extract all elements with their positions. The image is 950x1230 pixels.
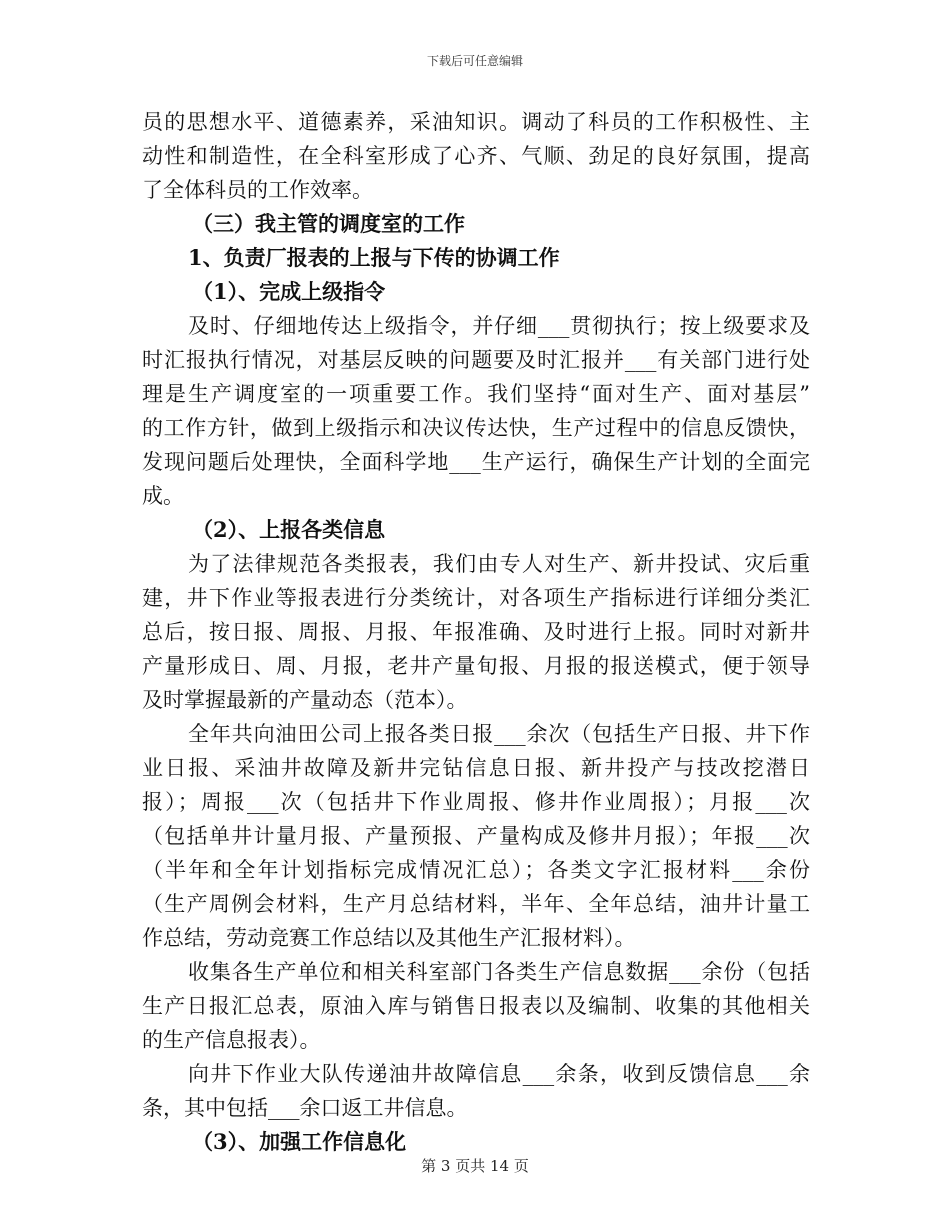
subsection-heading: （2）、上报各类信息 (192, 517, 386, 542)
text-line: 总后，按日报、周报、月报、年报准确、及时进行上报。同时对新井 (142, 620, 810, 644)
text-line: 及时、仔细地传达上级指令，并仔细___贯彻执行；按上级要求及 (188, 314, 810, 338)
text-line: 作总结，劳动竞赛工作总结以及其他生产汇报材料）。 (142, 926, 636, 950)
section-heading: （三）我主管的调度室的工作 (192, 211, 465, 236)
text-line: 全年共向油田公司上报各类日报___余次（包括生产日报、井下作 (188, 722, 810, 746)
subsection-heading: （3）、加强工作信息化 (192, 1129, 407, 1154)
text-line: 收集各生产单位和相关科室部门各类生产信息数据___余份（包括 (188, 960, 810, 984)
text-line: 发现问题后处理快，全面科学地___生产运行，确保生产计划的全面完 (142, 450, 810, 474)
text-line: 条，其中包括___余口返工井信息。 (142, 1096, 468, 1120)
text-line: 理是生产调度室的一项重要工作。我们坚持“面对生产、面对基层” (142, 382, 810, 406)
text-line: 动性和制造性，在全科室形成了心齐、气顺、劲足的良好氛围，提高 (142, 144, 810, 168)
text-line: 建，井下作业等报表进行分类统计，对各项生产指标进行详细分类汇 (142, 586, 810, 610)
page-footer: 第 3 页共 14 页 (421, 1157, 529, 1175)
subsection-heading: 1、负责厂报表的上报与下传的协调工作 (188, 245, 560, 270)
text-line: 成。 (142, 484, 184, 508)
text-line: 员的思想水平、道德素养，采油知识。调动了科员的工作积极性、主 (142, 110, 810, 134)
text-line: 报）；周报___次（包括井下作业周报、修井作业周报）；月报___次 (142, 790, 810, 814)
text-line: 时汇报执行情况，对基层反映的问题要及时汇报并___有关部门进行处 (142, 348, 810, 372)
page-header: 下载后可任意编辑 (426, 54, 523, 68)
text-line: 生产日报汇总表，原油入库与销售日报表以及编制、收集的其他相关 (142, 994, 810, 1018)
subsection-heading: （1）、完成上级指令 (192, 279, 386, 304)
text-line: 的生产信息报表）。 (142, 1028, 321, 1052)
text-line: 业日报、采油井故障及新井完钻信息日报、新井投产与技改挖潜日 (142, 756, 810, 780)
text-line: 为了法律规范各类报表，我们由专人对生产、新井投试、灾后重 (188, 552, 810, 576)
text-line: 向井下作业大队传递油井故障信息___余条，收到反馈信息___余 (188, 1062, 810, 1086)
text-line: 及时掌握最新的产量动态（范本）。 (142, 688, 468, 712)
text-line: 产量形成日、周、月报，老井产量旬报、月报的报送模式，便于领导 (142, 654, 810, 678)
text-line: 的工作方针，做到上级指示和决议传达快，生产过程中的信息反馈快， (142, 416, 810, 440)
text-line: （生产周例会材料，生产月总结材料，半年、全年总结，油井计量工 (142, 892, 810, 916)
document-body (142, 105, 810, 1159)
text-line: （半年和全年计划指标完成情况汇总）；各类文字汇报材料___余份 (142, 858, 810, 882)
text-line: 了全体科员的工作效率。 (142, 178, 373, 202)
text-line: （包括单井计量月报、产量预报、产量构成及修井月报）；年报___次 (142, 824, 810, 848)
